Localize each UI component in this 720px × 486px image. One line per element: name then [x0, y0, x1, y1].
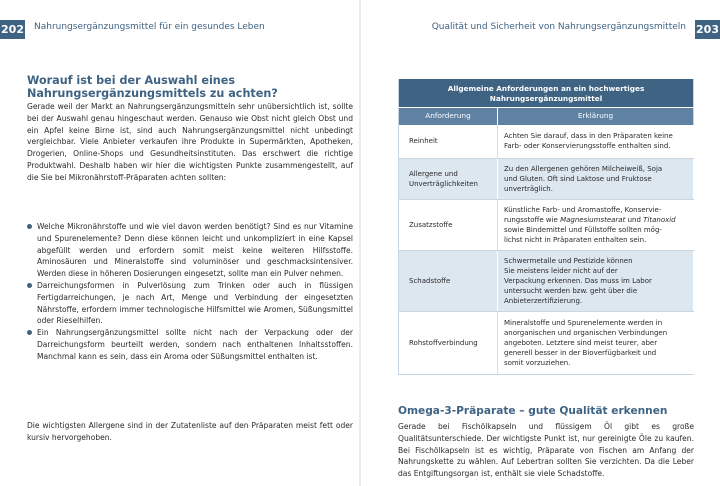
section-heading-omega: Omega-3-Präparate – gute Qualität erkennen [398, 405, 668, 417]
text-line: anorganischen und organischen Verbindungen [504, 328, 668, 337]
omega-paragraph: Gerade bei Fischölkapseln und flüssigem Öl gibt es große Qualitätsunterschiede. Der wichtigste Punkt ist, nur gereinigte Öle zu kaufen. Bei Fischölkapseln ist es wichtig, Präparate von Fischen am Anfang der Nahrungskette zu wählen. Auf Lebertran sollten Sie verzichten. Da die Leber das Entgiftungsorgan ist, enthält sie viele Schadstoffe. [398, 422, 694, 479]
table-row [399, 312, 694, 375]
row-explanation [498, 200, 694, 251]
list-item-text: Ein Nahrungsergänzungsmittel sollte nicht nach der Verpackung oder der Darreichungsform beurteilt werden, sondern nach enthaltenen Inhaltsstoffen. Manchmal kann es sein, dass ein Aroma oder Süßungsmittel enthalten ist. [37, 328, 353, 361]
requirements-table [398, 79, 694, 375]
table-row [399, 159, 694, 200]
bullet-icon [27, 330, 32, 335]
heading-line: Worauf ist bei der Auswahl eines [27, 74, 235, 87]
page-number-right: 203 [695, 20, 720, 39]
text-line: Mineralstoffe und Spurenelemente werden in [504, 318, 663, 327]
row-key: Reinheit [399, 125, 498, 159]
text-line: Verpackung erkennen. Das muss im Labor [504, 277, 652, 285]
list-item-text: Welche Mikronährstoffe und wie viel davon werden benötigt? Sind es nur Vitamine und Spurenelemente? Denn diese können leicht und unkompliziert in eine Kapsel abgefüllt werden und erfordern somit meist keine weiteren Hilfsstoffe. Aminosäuren und Mineralstoffe sind voluminöser und geschmacksintensiver. Werden diese in höheren Dosierungen eingesetzt, sollte man ein Pulver nehmen. [37, 222, 353, 279]
text-line: und Gluten. Oft sind Laktose und Fruktose [504, 175, 652, 183]
intro-paragraph: Gerade weil der Markt an Nahrungsergänzungsmitteln sehr unübersichtlich ist, sollte bei der Auswahl genau hingeschaut werden. Genauso wie Obst nicht gleich Obst und ein Apfel keine Birne ist, sind auch Nahrungsergänzungsmittel nicht unbedingt vergleichbar. Viele Anbieter verkaufen ihre Produkte in Supermärkten, Apotheken, Drogerien, Online-Shops und Gesundheitsinstituten. Das erschwert die richtige Produktwahl. Deshalb haben wir hier die wichtigsten Punkte zusammengestellt, auf die Sie bei Mikronährstoff-Präparaten achten sollten: [27, 102, 353, 182]
text-line: sowie Bindemittel und Füllstoffe sollten mög- [504, 226, 662, 235]
text-line: unverträglich. [504, 185, 553, 194]
text-line: generell besser in der Bioverfügbarkeit und [504, 349, 657, 358]
text-run: und [625, 215, 644, 224]
table-title [399, 79, 694, 108]
row-explanation [498, 312, 694, 375]
page-gutter [359, 0, 361, 486]
row-explanation [498, 159, 694, 200]
text-run: rungsstoffe wie [504, 215, 561, 224]
text-line: Schwermetalle und Pestizide können [504, 256, 633, 265]
italic-term: Titanoxid [643, 215, 676, 224]
list-item [27, 327, 353, 362]
text-line: Farb- oder Konservierungsstoffe enthalten sind. [504, 142, 671, 151]
text-line: Sie meistens leider nicht auf der [504, 266, 618, 275]
closing-paragraph: Die wichtigsten Allergene sind in der Zutatenliste auf den Präparaten meist fett oder kursiv hervorgehoben. [27, 421, 353, 442]
text-line: lichst nicht in Präparaten enthalten sein. [504, 236, 647, 245]
running-head-left: Nahrungsergänzungsmittel für ein gesundes Leben [34, 22, 265, 32]
table-row [399, 251, 694, 312]
row-key: Zusatzstoffe [399, 200, 498, 251]
heading-line: Nahrungsergänzungsmittels zu achten? [27, 87, 278, 100]
text-line: untersucht werden bzw. geht über die [504, 287, 638, 296]
table-title-line: Nahrungsergänzungsmittel [489, 94, 603, 104]
column-header-requirement: Anforderung [399, 108, 498, 125]
bullet-icon [27, 283, 32, 288]
text-line: somit vorzuziehen. [504, 359, 571, 368]
row-key: Schadstoffe [399, 251, 498, 312]
text-line [504, 215, 687, 225]
text-line: Zu den Allergenen gehören Milcheiweiß, Soja [504, 164, 663, 173]
row-explanation [498, 125, 694, 159]
text-line: Achten Sie darauf, dass in den Präparaten keine [504, 132, 673, 141]
table-row [399, 125, 694, 159]
table-row [399, 200, 694, 251]
text-line: Künstliche Farb- und Aromastoffe, Konservie- [504, 205, 662, 214]
list-item [27, 280, 353, 327]
list-item-text: Darreichungsformen in Pulverlösung zum Trinken oder auch in flüssigen Fertigdarreichungen, je nach Art, Menge und Verbindung der eingesetzten Nährstoffe, erfordern immer technologische Hilfsmittel wie Aromen, Süßungsmittel oder Rieselhilfen. [37, 280, 353, 326]
italic-term: Magnesiumstearat [560, 215, 626, 224]
list-item [27, 221, 353, 280]
row-explanation [498, 251, 694, 312]
text-line: Allergene und [409, 169, 458, 178]
page-number-left: 202 [0, 20, 25, 39]
text-line: angeboten. Letztere sind meist teurer, aber [504, 339, 658, 347]
row-key: Rohstoffverbindung [399, 312, 498, 375]
row-key [399, 159, 498, 200]
column-header-explanation: Erklärung [498, 108, 694, 125]
bullet-icon [27, 224, 32, 229]
text-line: Anbieterzertifizierung. [504, 297, 583, 306]
bullet-list [27, 221, 353, 363]
text-line: Unverträglichkeiten [409, 180, 478, 189]
section-heading-auswahl [27, 74, 353, 100]
running-head-right: Qualität und Sicherheit von Nahrungsergänzungsmitteln [431, 22, 686, 32]
table-title-line: Allgemeine Anforderungen an ein hochwertiges [447, 84, 645, 93]
